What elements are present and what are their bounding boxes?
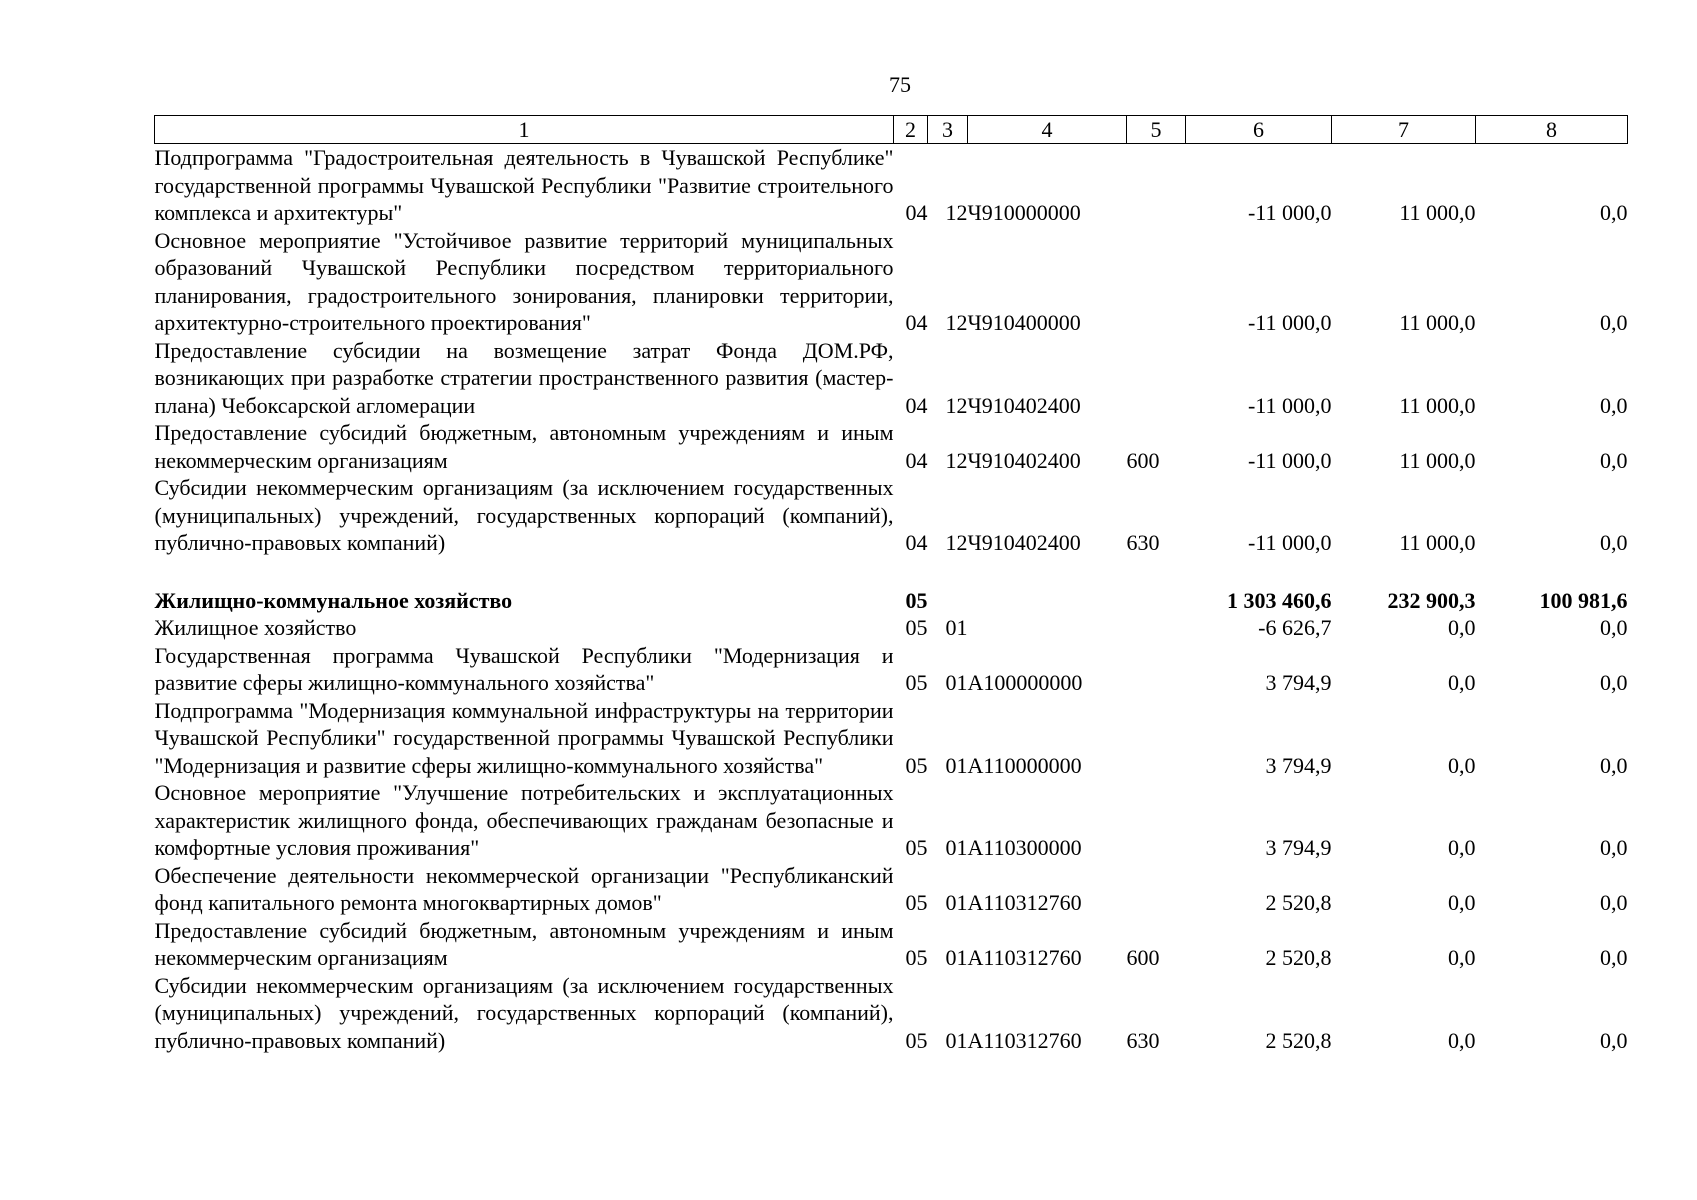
amount-col-8: 0,0 (1600, 752, 1628, 778)
budget-table (154, 115, 1628, 1054)
amount-col-8: 0,0 (1600, 835, 1628, 860)
table-spacer-row (155, 557, 1628, 587)
header-col-3: 3 (928, 116, 968, 144)
header-col-8: 8 (1476, 116, 1628, 144)
amount-col-6: 2 520,8 (1265, 945, 1332, 970)
expense-type-code (1127, 337, 1186, 420)
expense-type-code (1127, 614, 1186, 642)
section-code: 05 (905, 890, 928, 915)
amount-col-7: 11 000,0 (1399, 200, 1476, 225)
row-name: Предоставление субсидий бюджетным, автономным учреждениям и иным некоммерческим организациям (154, 917, 894, 970)
subsection-code: 01 (945, 615, 968, 640)
amount-col-8: 0,0 (1600, 447, 1628, 473)
expense-type-code (1127, 227, 1186, 337)
amount-col-7: 11 000,0 (1399, 392, 1476, 418)
table-row (155, 697, 1628, 780)
table-row (155, 972, 1628, 1055)
row-name: Основное мероприятие "Улучшение потребительских и эксплуатационных характеристик жилищного фонда, обеспечивающих гражданам безопасные и комфортные условия проживания" (154, 780, 894, 860)
table-row (155, 474, 1628, 557)
row-name: Жилищно-коммунальное хозяйство (154, 587, 513, 613)
amount-col-8: 0,0 (1600, 1027, 1628, 1053)
target-article-code: Ч910400000 (967, 310, 1081, 335)
table-row (155, 642, 1628, 697)
row-name: Субсидии некоммерческим организациям (за исключением государственных (муниципальных) учреждений, государственных корпораций (компаний), публично-правовых компаний) (154, 475, 894, 555)
table-body (155, 144, 1628, 1055)
table-row (155, 862, 1628, 917)
amount-col-6: 3 794,9 (1265, 835, 1332, 860)
amount-col-7: 232 900,3 (1387, 587, 1476, 613)
target-article-code: А110312760 (967, 945, 1082, 970)
amount-col-7: 0,0 (1448, 890, 1476, 915)
header-col-7: 7 (1332, 116, 1476, 144)
table-row (155, 614, 1628, 642)
row-name: Жилищное хозяйство (154, 615, 357, 640)
amount-col-6: 2 520,8 (1265, 1027, 1332, 1053)
section-code: 04 (905, 392, 928, 418)
expense-type-code (1127, 697, 1186, 780)
expense-type-code: 600 (1126, 447, 1160, 473)
table-row (155, 587, 1628, 615)
section-code: 05 (905, 1027, 928, 1053)
expense-type-code: 630 (1126, 530, 1160, 555)
amount-col-7: 11 000,0 (1399, 530, 1476, 555)
amount-col-7: 0,0 (1448, 670, 1476, 695)
row-name: Предоставление субсидии на возмещение затрат Фонда ДОМ.РФ, возникающих при разработке стратегии пространственного развития (мастер-плана) Чебоксарской агломерации (154, 337, 894, 418)
amount-col-8: 0,0 (1600, 392, 1628, 418)
target-article-code: А100000000 (967, 670, 1083, 695)
table-row (155, 337, 1628, 420)
amount-col-8: 0,0 (1600, 310, 1628, 335)
amount-col-8: 0,0 (1600, 890, 1628, 915)
target-article-code (968, 587, 1127, 615)
amount-col-7: 0,0 (1448, 835, 1476, 860)
amount-col-6: -11 000,0 (1247, 392, 1332, 418)
subsection-code: 12 (945, 200, 968, 225)
section-code: 04 (905, 447, 928, 473)
subsection-code: 12 (945, 310, 968, 335)
amount-col-6: 1 303 460,6 (1227, 587, 1332, 613)
amount-col-6: -11 000,0 (1247, 310, 1332, 335)
target-article-code: А110312760 (967, 1027, 1082, 1053)
target-article-code: Ч910402400 (967, 392, 1081, 418)
subsection-code: 01 (945, 670, 968, 695)
section-code: 04 (905, 200, 928, 225)
section-code: 05 (905, 587, 928, 613)
page-number: 75 (889, 72, 911, 97)
amount-col-8: 0,0 (1600, 670, 1628, 695)
subsection-code: 12 (945, 447, 968, 473)
amount-col-8: 0,0 (1600, 945, 1628, 970)
amount-col-6: -11 000,0 (1247, 530, 1332, 555)
row-name: Субсидии некоммерческим организациям (за исключением государственных (муниципальных) учреждений, государственных корпораций (компаний), публично-правовых компаний) (154, 972, 894, 1053)
section-code: 05 (905, 615, 928, 640)
section-code: 05 (905, 835, 928, 860)
amount-col-7: 0,0 (1448, 752, 1476, 778)
subsection-code (928, 587, 968, 615)
amount-col-7: 0,0 (1448, 615, 1476, 640)
amount-col-8: 0,0 (1600, 615, 1628, 640)
expense-type-code: 600 (1126, 945, 1160, 970)
expense-type-code (1127, 642, 1186, 697)
amount-col-7: 11 000,0 (1399, 447, 1476, 473)
table-row (155, 779, 1628, 862)
target-article-code: А110000000 (967, 752, 1082, 778)
table-row (155, 144, 1628, 227)
row-name: Предоставление субсидий бюджетным, автономным учреждениям и иным некоммерческим организациям (154, 420, 894, 473)
amount-col-7: 11 000,0 (1399, 310, 1476, 335)
header-col-1: 1 (155, 116, 894, 144)
amount-col-6: -11 000,0 (1247, 447, 1332, 473)
section-code: 04 (905, 310, 928, 335)
expense-type-code (1127, 779, 1186, 862)
row-name: Основное мероприятие "Устойчивое развитие территорий муниципальных образований Чувашской Республики посредством территориального планирования, градостроительного зонирования, планировки территории, архитектурно-строительного проектирования" (154, 227, 894, 335)
header-col-6: 6 (1186, 116, 1332, 144)
amount-col-6: 2 520,8 (1265, 890, 1332, 915)
subsection-code: 12 (945, 530, 968, 555)
amount-col-8: 0,0 (1600, 530, 1628, 555)
target-article-code: А110300000 (967, 835, 1082, 860)
expense-type-code (1127, 144, 1186, 227)
target-article-code (968, 614, 1127, 642)
target-article-code: Ч910402400 (967, 447, 1081, 473)
table-header (155, 116, 1628, 144)
target-article-code: А110312760 (967, 890, 1082, 915)
target-article-code: Ч910000000 (967, 200, 1081, 225)
row-name: Государственная программа Чувашской Республики "Модернизация и развитие сферы жилищно-коммунального хозяйства" (154, 642, 894, 695)
subsection-code: 01 (945, 1027, 968, 1053)
amount-col-6: -6 626,7 (1258, 615, 1332, 640)
subsection-code: 01 (945, 890, 968, 915)
header-col-2: 2 (894, 116, 928, 144)
section-code: 05 (905, 670, 928, 695)
header-col-4: 4 (968, 116, 1127, 144)
amount-col-6: -11 000,0 (1247, 200, 1332, 225)
row-name: Подпрограмма "Градостроительная деятельность в Чувашской Республике" государственной программы Чувашской Республики "Развитие строительного комплекса и архитектуры" (154, 145, 894, 225)
subsection-code: 01 (945, 835, 968, 860)
amount-col-6: 3 794,9 (1265, 752, 1332, 778)
section-code: 05 (905, 752, 928, 778)
row-name: Обеспечение деятельности некоммерческой организации "Республиканский фонд капитального ремонта многоквартирных домов" (154, 862, 894, 915)
target-article-code: Ч910402400 (967, 530, 1081, 555)
expense-type-code: 630 (1126, 1027, 1160, 1053)
subsection-code: 01 (945, 752, 968, 778)
spacer-cell (155, 557, 1628, 587)
table-row (155, 419, 1628, 474)
row-name: Подпрограмма "Модернизация коммунальной инфраструктуры на территории Чувашской Республики" государственной программы Чувашской Республики "Модернизация и развитие сферы жилищно-коммунального хозяйства" (154, 697, 894, 778)
amount-col-7: 0,0 (1448, 945, 1476, 970)
section-code: 05 (905, 945, 928, 970)
expense-type-code (1127, 587, 1186, 615)
table-row (155, 227, 1628, 337)
amount-col-6: 3 794,9 (1265, 670, 1332, 695)
expense-type-code (1127, 862, 1186, 917)
subsection-code: 01 (945, 945, 968, 970)
amount-col-7: 0,0 (1448, 1027, 1476, 1053)
section-code: 04 (905, 530, 928, 555)
table-row (155, 917, 1628, 972)
header-col-5: 5 (1127, 116, 1186, 144)
subsection-code: 12 (945, 392, 968, 418)
amount-col-8: 0,0 (1600, 200, 1628, 225)
amount-col-8: 100 981,6 (1539, 587, 1628, 613)
